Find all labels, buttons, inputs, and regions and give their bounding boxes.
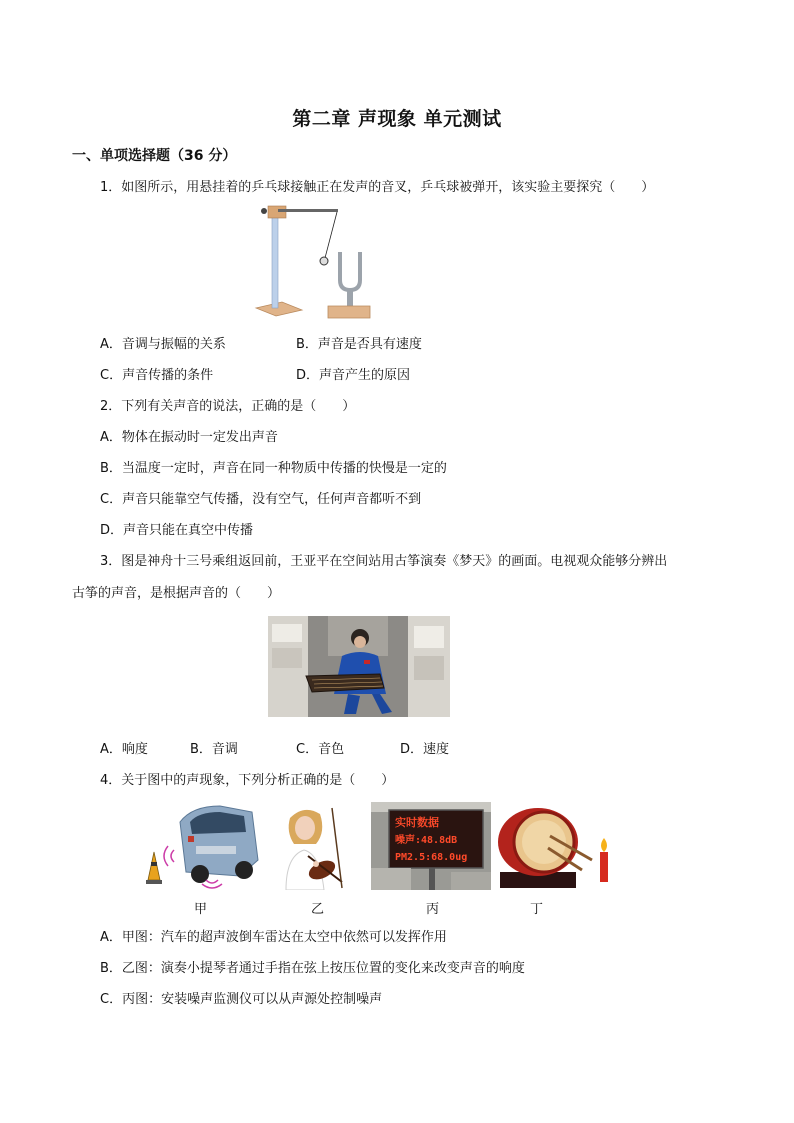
question-3-stem-line1: 3．图是神舟十三号乘组返回前，王亚平在空间站用古筝演奏《梦天》的画面。电视观众能够分辨出 — [100, 554, 668, 569]
q4-option-a: A．甲图：汽车的超声波倒车雷达在太空中依然可以发挥作用 — [100, 930, 447, 945]
wall-panel — [272, 624, 302, 642]
stand-base — [256, 302, 302, 316]
building-right — [451, 872, 491, 890]
girl-face — [295, 816, 315, 840]
astronaut-face — [354, 636, 366, 648]
display-pole — [429, 868, 435, 890]
caption-jia: 甲 — [194, 902, 208, 917]
q3-option-c: C．音色 — [296, 742, 345, 757]
stand-arm — [278, 209, 338, 212]
cone-stripe — [151, 862, 157, 866]
girl-hand — [313, 861, 319, 867]
display-line-1: 实时数据 — [395, 816, 439, 829]
wall-panel — [272, 648, 302, 668]
question-1-stem: 1．如图所示，用悬挂着的乒乓球接触正在发声的音叉，乒乓球被弹开，该实验主要探究（ ） — [100, 180, 655, 195]
wall-panel — [414, 656, 444, 680]
display-line-2: 噪声:48.8dB — [395, 835, 458, 846]
violin-player-figure — [272, 804, 356, 890]
ping-pong-ball — [320, 257, 328, 265]
tuning-fork-icon — [340, 252, 360, 290]
tuning-fork-stem — [347, 288, 353, 306]
question-4-stem: 4．关于图中的声现象，下列分析正确的是（ ） — [100, 773, 395, 788]
tuning-fork-figure — [252, 202, 372, 324]
drum-candle-figure — [498, 802, 614, 890]
q3-option-d: D．速度 — [400, 742, 450, 757]
q1-option-c: C．声音传播的条件 — [100, 368, 214, 383]
building-left — [371, 868, 411, 890]
q1-option-a: A．音调与振幅的关系 — [100, 337, 226, 352]
q1-option-b: B．声音是否具有速度 — [296, 337, 422, 352]
q2-option-c: C．声音只能靠空气传播，没有空气，任何声音都听不到 — [100, 492, 422, 507]
caption-ding: 丁 — [530, 902, 544, 917]
clamp-knob — [261, 208, 267, 214]
cone-base — [146, 880, 162, 884]
caption-yi: 乙 — [311, 902, 325, 917]
q3-option-b: B．音调 — [190, 742, 238, 757]
q1-option-d: D．声音产生的原因 — [296, 368, 411, 383]
section-heading: 一、单项选择题（36 分） — [72, 148, 237, 164]
page-title: 第二章 声现象 单元测试 — [292, 108, 502, 130]
q4-option-c: C．丙图：安装噪声监测仪可以从声源处控制噪声 — [100, 992, 383, 1007]
car-bumper — [196, 846, 236, 854]
q2-option-d: D．声音只能在真空中传播 — [100, 523, 254, 538]
noise-monitor-figure — [371, 802, 491, 890]
question-2-stem: 2．下列有关声音的说法，正确的是（ ） — [100, 399, 356, 414]
car-reversing-radar-figure — [140, 802, 260, 890]
q3-option-a: A．响度 — [100, 742, 148, 757]
flag-patch — [364, 660, 370, 664]
question-3-stem-line2: 古筝的声音，是根据声音的（ ） — [72, 586, 281, 601]
q4-option-b: B．乙图：演奏小提琴者通过手指在弦上按压位置的变化来改变声音的响度 — [100, 961, 525, 976]
caption-bing: 丙 — [426, 902, 440, 917]
display-line-3: PM2.5:68.0ug — [395, 852, 468, 863]
q2-option-a: A．物体在振动时一定发出声音 — [100, 430, 278, 445]
space-station-guzheng-photo — [268, 616, 450, 717]
resonance-box — [328, 306, 370, 318]
stand-pole — [272, 212, 278, 308]
candle-body — [600, 852, 608, 882]
car-wheel — [235, 861, 253, 879]
wall-panel — [414, 626, 444, 648]
car-taillight — [188, 836, 194, 842]
pendulum-string — [325, 212, 337, 258]
q2-option-b: B．当温度一定时，声音在同一种物质中传播的快慢是一定的 — [100, 461, 447, 476]
